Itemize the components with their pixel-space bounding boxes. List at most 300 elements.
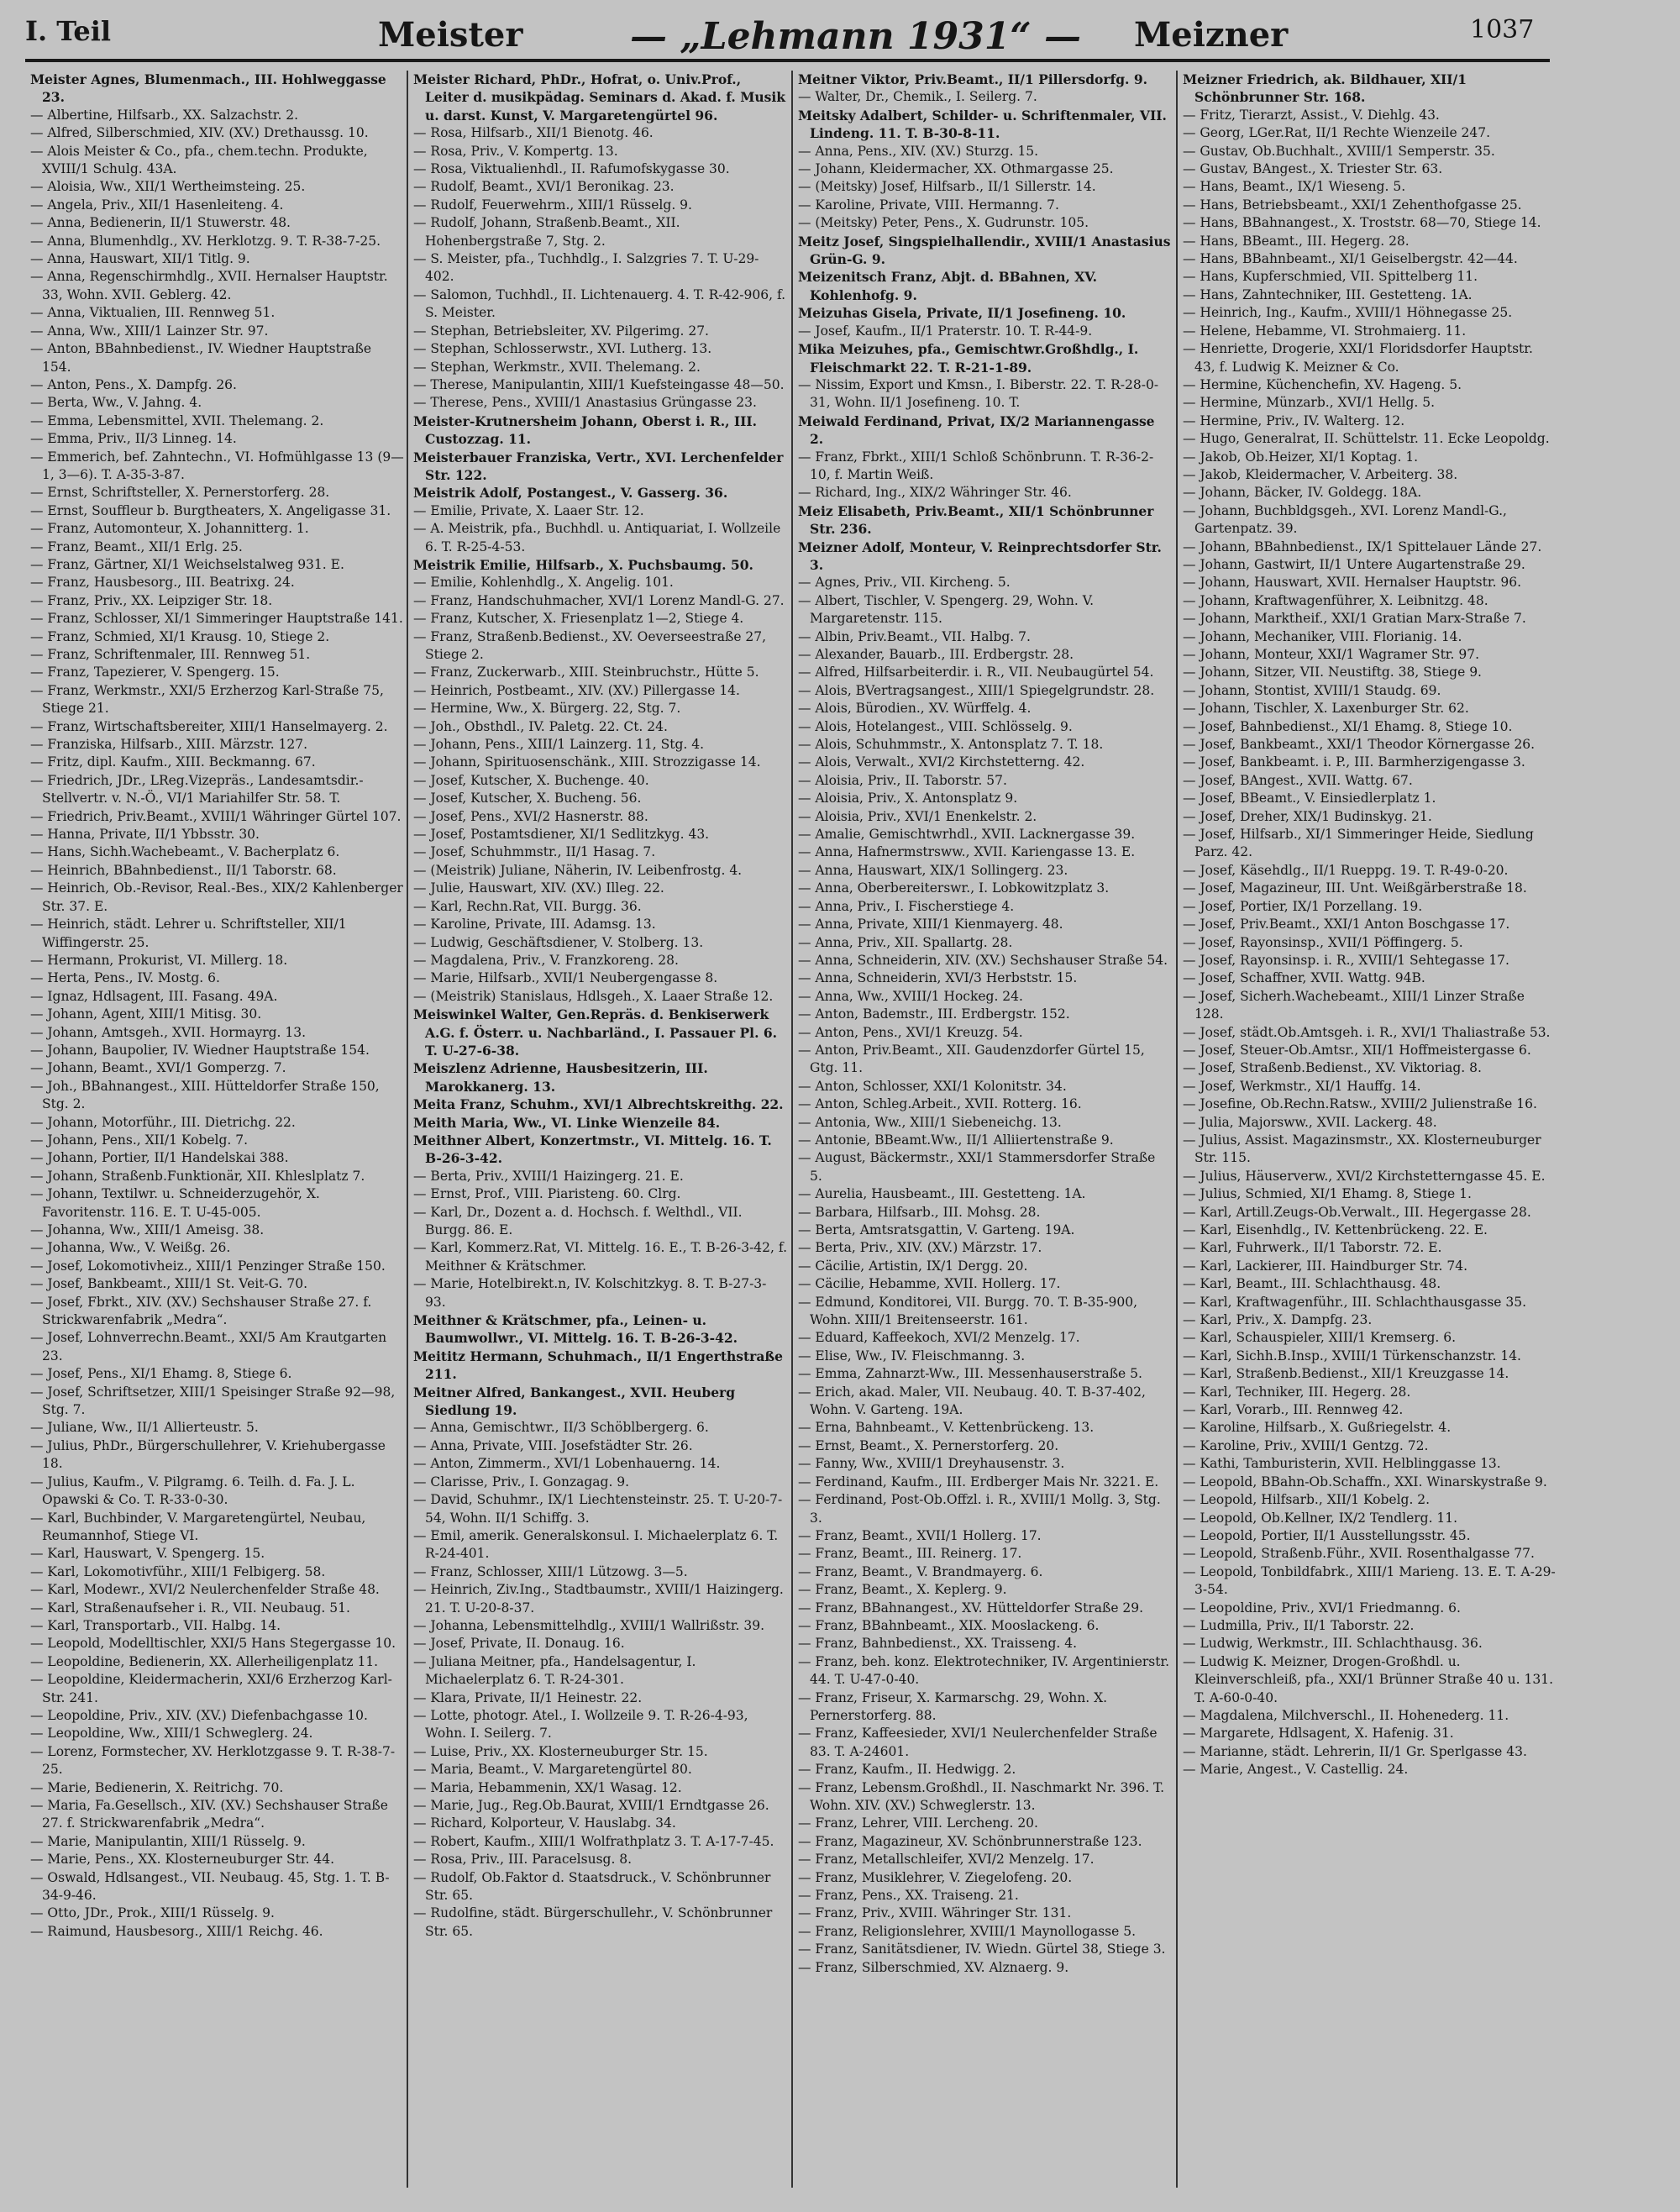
directory-entry: — Josef, Kutscher, X. Buchenge. 40. bbox=[413, 772, 649, 788]
directory-entry: — Karl, Beamt., III. Schlachthausg. 48. bbox=[1183, 1276, 1441, 1292]
directory-entry: — Leopold, Ob.Kellner, IX/2 Tendlerg. 11. bbox=[1183, 1510, 1458, 1526]
directory-entry: Meitner Viktor, Priv.Beamt., II/1 Pillersdorfg. 9. bbox=[798, 71, 1148, 87]
directory-column bbox=[798, 71, 1172, 2188]
directory-entry: — Franz, Zuckerwarb., XIII. Steinbruchstr., Hütte 5. bbox=[413, 665, 759, 680]
directory-entry: — Karl, Priv., X. Dampfg. 23. bbox=[1183, 1312, 1373, 1328]
page-title: — „Lehmann 1931“ — bbox=[630, 15, 1082, 58]
directory-entry: — Karl, Buchbinder, V. Margaretengürtel, Neubau, Reumannhof, Stiege VI. bbox=[30, 1510, 366, 1543]
directory-entry: — Albertine, Hilfsarb., XX. Salzachstr. 2. bbox=[30, 107, 299, 123]
first-entry-word: Meister bbox=[378, 15, 523, 55]
directory-entry: — Margarete, Hdlsagent, X. Hafenig. 31. bbox=[1183, 1726, 1454, 1742]
directory-entry: — Josef, Sicherh.Wachebeamt., XIII/1 Linzer Straße 128. bbox=[1183, 988, 1525, 1022]
directory-entry: — Josef, Pens., XVI/2 Hasnerstr. 88. bbox=[413, 808, 648, 824]
directory-entry: — Leopold, Portier, II/1 Ausstellungsstr. 45. bbox=[1183, 1527, 1471, 1543]
directory-entry: — Heinrich, städt. Lehrer u. Schriftsteller, XII/1 Wiffingerstr. 25. bbox=[30, 917, 347, 950]
directory-entry: — Emilie, Private, X. Laaer Str. 12. bbox=[413, 502, 644, 518]
directory-entry: — Leopold, Tonbildfabrk., XIII/1 Marieng. 13. E. T. A-29-3-54. bbox=[1183, 1563, 1556, 1598]
directory-entry: — Aloisia, Priv., X. Antonsplatz 9. bbox=[798, 791, 1018, 807]
directory-entry: — Marie, Pens., XX. Klosterneuburger Str. 44. bbox=[30, 1852, 335, 1868]
directory-entry: — Robert, Kaufm., XIII/1 Wolfrathplatz 3. T. A-17-7-45. bbox=[413, 1833, 774, 1849]
directory-entry: — Therese, Pens., XVIII/1 Anastasius Grüngasse 23. bbox=[413, 395, 757, 411]
directory-entry: — Hermine, Priv., IV. Walterg. 12. bbox=[1183, 412, 1405, 428]
directory-entry: — Alois, Hotelangest., VIII. Schlösselg. 9. bbox=[798, 718, 1073, 734]
directory-entry: — Rosa, Hilfsarb., XII/1 Bienotg. 46. bbox=[413, 125, 654, 141]
directory-entry: — Fritz, dipl. Kaufm., XIII. Beckmanng. 67. bbox=[30, 754, 316, 770]
directory-entry: — Ernst, Prof., VIII. Piaristeng. 60. Clrg. bbox=[413, 1186, 681, 1202]
directory-entry: — Johann, Marktheif., XXI/1 Gratian Marx-Straße 7. bbox=[1183, 611, 1526, 627]
directory-entry: — Franz, Gärtner, XI/1 Weichselstalweg 931. E. bbox=[30, 556, 344, 572]
directory-entry: — Johann, Buchbldgsgeh., XVI. Lorenz Mandl-G., Gartenpatz. 39. bbox=[1183, 502, 1507, 537]
directory-entry: — Cäcilie, Artistin, IX/1 Dergg. 20. bbox=[798, 1258, 1028, 1274]
directory-entry: — A. Meistrik, pfa., Buchhdl. u. Antiquariat, I. Wollzeile 6. T. R-25-4-53. bbox=[413, 521, 781, 554]
directory-entry: — Franz, Fbrkt., XIII/1 Schloß Schönbrunn. T. R-36-2-10, f. Martin Weiß. bbox=[798, 449, 1154, 482]
directory-entry: — Rosa, Viktualienhdl., II. Rafumofskygasse 30. bbox=[413, 161, 730, 177]
directory-entry: Meizenitsch Franz, Abjt. d. BBahnen, XV. Kohlenhofg. 9. bbox=[798, 269, 1098, 303]
directory-entry: — Anna, Priv., I. Fischerstiege 4. bbox=[798, 898, 1015, 914]
directory-entry: — Anton, Schleg.Arbeit., XVII. Rotterg. 16. bbox=[798, 1096, 1082, 1112]
directory-entry: — Rudolf, Feuerwehrm., XIII/1 Rüsselg. 9. bbox=[413, 197, 692, 213]
directory-entry: — Leopold, Hilfsarb., XII/1 Kobelg. 2. bbox=[1183, 1492, 1431, 1508]
directory-entry: — Josef, Portier, IX/1 Porzellang. 19. bbox=[1183, 898, 1423, 914]
directory-entry: — Johann, Kraftwagenführer, X. Leibnitzg. 48. bbox=[1183, 592, 1488, 608]
directory-entry: — Albert, Tischler, V. Spengerg. 29, Wohn. V. Margaretenstr. 115. bbox=[798, 592, 1095, 627]
directory-entry: — Alfred, Hilfsarbeiterdir. i. R., VII. Neubaugürtel 54. bbox=[798, 665, 1154, 680]
directory-entry: — Johann, Bäcker, IV. Goldegg. 18A. bbox=[1183, 485, 1422, 501]
directory-entry: Meister Agnes, Blumenmach., III. Hohlweggasse 23. bbox=[30, 71, 386, 106]
directory-entry: — Anton, Pens., X. Dampfg. 26. bbox=[30, 376, 237, 392]
directory-entry: — Hermann, Prokurist, VI. Millerg. 18. bbox=[30, 952, 288, 968]
directory-entry: Meitner Alfred, Bankangest., XVII. Heuberg Siedlung 19. bbox=[413, 1384, 736, 1419]
directory-entry: — Josef, Fbrkt., XIV. (XV.) Sechshauser Straße 27. f. Strickwarenfabrik „Medra“. bbox=[30, 1294, 372, 1328]
directory-entry: — Leopoldine, Kleidermacherin, XXI/6 Erzherzog Karl-Str. 241. bbox=[30, 1672, 392, 1705]
directory-entry: — Josef, Werkmstr., XI/1 Hauffg. 14. bbox=[1183, 1078, 1421, 1094]
directory-entry: — Karoline, Hilfsarb., X. Gußriegelstr. 4. bbox=[1183, 1420, 1452, 1436]
directory-entry: — Rudolf, Ob.Faktor d. Staatsdruck., V. Schönbrunner Str. 65. bbox=[413, 1869, 771, 1904]
directory-entry: — Anton, Zimmerm., XVI/1 Lobenhauerng. 14. bbox=[413, 1456, 721, 1472]
directory-entry: — Anton, Pens., XVI/1 Kreuzg. 54. bbox=[798, 1024, 1023, 1040]
directory-entry: — Josef, BBeamt., V. Einsiedlerplatz 1. bbox=[1183, 791, 1436, 807]
directory-entry: — Josef, Dreher, XIX/1 Budinskyg. 21. bbox=[1183, 808, 1432, 824]
directory-entry: — Johann, Gastwirt, II/1 Untere Augartenstraße 29. bbox=[1183, 556, 1525, 572]
directory-entry: — Clarisse, Priv., I. Gonzagag. 9. bbox=[413, 1474, 630, 1490]
directory-entry: — Erna, Bahnbeamt., V. Kettenbrückeng. 13. bbox=[798, 1420, 1095, 1436]
directory-entry: — Josef, Bankbeamt. i. P., III. Barmherzigengasse 3. bbox=[1183, 754, 1525, 770]
directory-entry: — Josef, Käsehdlg., II/1 Rueppg. 19. T. R-49-0-20. bbox=[1183, 862, 1509, 878]
directory-entry: Meisterbauer Franziska, Vertr., XVI. Lerchenfelder Str. 122. bbox=[413, 449, 784, 483]
directory-entry: — Hans, Zahntechniker, III. Gestetteng. 1A. bbox=[1183, 286, 1473, 302]
directory-entry: — Erich, akad. Maler, VII. Neubaug. 40. T. B-37-402, Wohn. V. Garteng. 19A. bbox=[798, 1384, 1146, 1418]
directory-entry: — Karl, Straßenb.Bedienst., XII/1 Kreuzgasse 14. bbox=[1183, 1366, 1509, 1382]
directory-entry: — Edmund, Konditorei, VII. Burgg. 70. T. B-35-900, Wohn. XIII/1 Breitenseerstr. 161. bbox=[798, 1294, 1138, 1328]
directory-entry: — Berta, Amtsratsgattin, V. Garteng. 19A. bbox=[798, 1222, 1075, 1237]
directory-entry: — Ignaz, Hdlsagent, III. Fasang. 49A. bbox=[30, 988, 278, 1004]
directory-entry: — Karl, Eisenhdlg., IV. Kettenbrückeng. 22. E. bbox=[1183, 1222, 1488, 1237]
directory-entry: Meiwald Ferdinand, Privat, IX/2 Mariannengasse 2. bbox=[798, 412, 1155, 448]
directory-entry: — Salomon, Tuchhdl., II. Lichtenauerg. 4. T. R-42-906, f. S. Meister. bbox=[413, 286, 786, 321]
directory-entry: — Leopoldine, Priv., XIV. (XV.) Diefenbachgasse 10. bbox=[30, 1707, 368, 1723]
directory-entry: — Johann, Motorführ., III. Dietrichg. 22. bbox=[30, 1114, 296, 1130]
directory-entry: — Anton, Priv.Beamt., XII. Gaudenzdorfer Gürtel 15, Gtg. 11. bbox=[798, 1042, 1145, 1076]
directory-entry: Meizuhas Gisela, Private, II/1 Josefineng. 10. bbox=[798, 305, 1126, 322]
directory-entry: — Josef, Schriftsetzer, XIII/1 Speisinger Straße 92—98, Stg. 7. bbox=[30, 1384, 396, 1418]
directory-entry: — Franz, Kutscher, X. Friesenplatz 1—2, Stiege 4. bbox=[413, 611, 744, 627]
directory-entry: — Karl, Kraftwagenführ., III. Schlachthausgasse 35. bbox=[1183, 1294, 1527, 1310]
column-divider bbox=[407, 71, 408, 2188]
directory-entry: — Lorenz, Formstecher, XV. Herklotzgasse 9. T. R-38-7-25. bbox=[30, 1743, 396, 1778]
directory-entry: — Julius, Häuserverw., XVI/2 Kirchstetterngasse 45. E. bbox=[1183, 1168, 1546, 1184]
directory-entry: — Johann, Beamt., XVI/1 Gomperzg. 7. bbox=[30, 1060, 286, 1076]
directory-entry: — Anton, BBahnbedienst., IV. Wiedner Hauptstraße 154. bbox=[30, 341, 371, 375]
directory-entry: — Franz, Beamt., XVII/1 Hollerg. 17. bbox=[798, 1527, 1042, 1543]
directory-entry: — Karl, Kommerz.Rat, VI. Mittelg. 16. E., T. B-26-3-42, f. Meithner & Krätschmer. bbox=[413, 1240, 787, 1274]
directory-entry: — Jakob, Kleidermacher, V. Arbeiterg. 38. bbox=[1183, 466, 1458, 482]
directory-entry: — Julius, Schmied, XI/1 Ehamg. 8, Stiege 1. bbox=[1183, 1186, 1472, 1202]
directory-entry: — Karoline, Priv., XVIII/1 Gentzg. 72. bbox=[1183, 1437, 1429, 1453]
directory-entry: — Amalie, Gemischtwrhdl., XVII. Lacknergasse 39. bbox=[798, 827, 1136, 843]
directory-entry: — Anna, Hafnermstrsww., XVII. Kariengasse 13. E. bbox=[798, 844, 1136, 860]
directory-entry: — Rosa, Priv., V. Kompertg. 13. bbox=[413, 143, 618, 159]
directory-entry: — Hugo, Generalrat, II. Schüttelstr. 11. Ecke Leopoldg. bbox=[1183, 431, 1550, 447]
directory-entry: — Julia, Majorsww., XVII. Lackerg. 48. bbox=[1183, 1114, 1437, 1130]
directory-entry: — Anna, Priv., XII. Spallartg. 28. bbox=[798, 934, 1013, 950]
part-label: I. Teil bbox=[25, 15, 112, 47]
directory-entry: — Franz, Schlosser, XI/1 Simmeringer Hauptstraße 141. bbox=[30, 611, 403, 627]
directory-entry: — Karl, Lackierer, III. Haindburger Str. 74. bbox=[1183, 1258, 1467, 1274]
directory-entry: — Marie, Bedienerin, X. Reitrichg. 70. bbox=[30, 1779, 284, 1795]
directory-entry: — Rudolf, Beamt., XVI/1 Beronikag. 23. bbox=[413, 179, 675, 195]
directory-entry: — Therese, Manipulantin, XIII/1 Kuefsteingasse 48—50. bbox=[413, 376, 785, 392]
directory-entry: — Stephan, Betriebsleiter, XV. Pilgerimg. 27. bbox=[413, 323, 709, 339]
directory-entry: — Franz, Beamt., V. Brandmayerg. 6. bbox=[798, 1563, 1043, 1579]
directory-entry: — Johann, Agent, XIII/1 Mitisg. 30. bbox=[30, 1006, 262, 1022]
directory-entry: — Marie, Manipulantin, XIII/1 Rüsselg. 9. bbox=[30, 1833, 306, 1849]
directory-entry: — (Meitsky) Josef, Hilfsarb., II/1 Sillerstr. 14. bbox=[798, 179, 1096, 195]
directory-entry: — Karl, Fuhrwerk., II/1 Taborstr. 72. E. bbox=[1183, 1240, 1442, 1256]
directory-entry: — Lotte, photogr. Atel., I. Wollzeile 9. T. R-26-4-93, Wohn. I. Seilerg. 7. bbox=[413, 1707, 748, 1742]
directory-entry: — Karl, Modewr., XVI/2 Neulerchenfelder Straße 48. bbox=[30, 1582, 380, 1598]
directory-entry: — Richard, Kolporteur, V. Hauslabg. 34. bbox=[413, 1815, 676, 1831]
directory-entry: — Alois, Schuhmmstr., X. Antonsplatz 7. T. 18. bbox=[798, 737, 1104, 753]
directory-entry: — Johann, Kleidermacher, XX. Othmargasse 25. bbox=[798, 161, 1114, 177]
directory-entry: — Ernst, Souffleur b. Burgtheaters, X. Angeligasse 31. bbox=[30, 502, 391, 518]
directory-entry: — Jakob, Ob.Heizer, XI/1 Koptag. 1. bbox=[1183, 449, 1419, 465]
directory-entry: — Heinrich, Ob.-Revisor, Real.-Bes., XIX/2 Kahlenberger Str. 37. E. bbox=[30, 880, 403, 914]
directory-entry: Meititz Hermann, Schuhmach., II/1 Engerthstraße 211. bbox=[413, 1348, 783, 1383]
directory-column bbox=[1183, 71, 1557, 2188]
directory-entry: — Fanny, Ww., XVIII/1 Dreyhausenstr. 3. bbox=[798, 1456, 1065, 1472]
directory-entry: — Heinrich, Postbeamt., XIV. (XV.) Pillergasse 14. bbox=[413, 682, 740, 698]
directory-entry: — Aurelia, Hausbeamt., III. Gestetteng. 1A. bbox=[798, 1186, 1086, 1202]
directory-entry: — Georg, LGer.Rat, II/1 Rechte Wienzeile 247. bbox=[1183, 125, 1491, 141]
directory-entry: — Hans, BBahnangest., X. Troststr. 68—70, Stiege 14. bbox=[1183, 215, 1541, 231]
directory-entry: — Ernst, Beamt., X. Pernerstorferg. 20. bbox=[798, 1437, 1059, 1453]
directory-entry: — Berta, Priv., XIV. (XV.) Märzstr. 17. bbox=[798, 1240, 1042, 1256]
directory-entry: — Ludwig, Werkmstr., III. Schlachthausg. 36. bbox=[1183, 1636, 1483, 1652]
directory-entry: — Rudolfine, städt. Bürgerschullehr., V. Schönbrunner Str. 65. bbox=[413, 1905, 773, 1939]
directory-entry: — Leopoldine, Priv., XVI/1 Friedmanng. 6. bbox=[1183, 1600, 1461, 1616]
directory-entry: — Anna, Schneiderin, XVI/3 Herbststr. 15. bbox=[798, 970, 1078, 986]
directory-entry: — Anna, Gemischtwr., II/3 Schöblbergerg. 6. bbox=[413, 1420, 709, 1436]
directory-entry: — Ludwig, Geschäftsdiener, V. Stolberg. 13. bbox=[413, 934, 704, 950]
directory-entry: — Agnes, Priv., VII. Kircheng. 5. bbox=[798, 575, 1011, 591]
directory-entry: — Anna, Regenschirmhdlg., XVII. Hernalser Hauptstr. 33, Wohn. XVII. Geblerg. 42. bbox=[30, 269, 388, 302]
directory-entry: — Alfred, Silberschmied, XIV. (XV.) Drethaussg. 10. bbox=[30, 125, 369, 141]
directory-entry: — (Meistrik) Juliane, Näherin, IV. Leibenfrostg. 4. bbox=[413, 862, 743, 878]
directory-entry: — Franz, Handschuhmacher, XVI/1 Lorenz Mandl-G. 27. bbox=[413, 592, 785, 608]
directory-entry: — Otto, JDr., Prok., XIII/1 Rüsselg. 9. bbox=[30, 1905, 275, 1921]
directory-entry: — Maria, Fa.Gesellsch., XIV. (XV.) Sechshauser Straße 27. f. Strickwarenfabrik „Medra“. bbox=[30, 1798, 388, 1831]
directory-entry: — Henriette, Drogerie, XXI/1 Floridsdorfer Hauptstr. 43, f. Ludwig K. Meizner & Co. bbox=[1183, 341, 1533, 375]
directory-entry: — (Meitsky) Peter, Pens., X. Gudrunstr. 105. bbox=[798, 215, 1089, 231]
directory-entry: — Kathi, Tamburisterin, XVII. Helblinggasse 13. bbox=[1183, 1456, 1501, 1472]
directory-entry: — Hans, Kupferschmied, VII. Spittelberg 11. bbox=[1183, 269, 1478, 285]
directory-entry: Meister-Krutnersheim Johann, Oberst i. R., III. Custozzag. 11. bbox=[413, 412, 758, 448]
directory-entry: — Barbara, Hilfsarb., III. Mohsg. 28. bbox=[798, 1204, 1041, 1220]
directory-entry: — Karl, Schauspieler, XIII/1 Kremserg. 6. bbox=[1183, 1330, 1457, 1346]
directory-entry: — Friedrich, Priv.Beamt., XVIII/1 Währinger Gürtel 107. bbox=[30, 808, 402, 824]
directory-entry: — Josef, Schaffner, XVII. Wattg. 94B. bbox=[1183, 970, 1425, 986]
directory-entry: — Josef, Magazineur, III. Unt. Weißgärberstraße 18. bbox=[1183, 880, 1527, 896]
directory-entry: — Franz, Hausbesorg., III. Beatrixg. 24. bbox=[30, 575, 295, 591]
directory-column bbox=[30, 71, 404, 2188]
directory-entry: — Franz, Kaffeesieder, XVI/1 Neulerchenfelder Straße 83. T. A-24601. bbox=[798, 1726, 1158, 1759]
directory-entry: — Josef, Postamtsdiener, XI/1 Sedlitzkyg. 43. bbox=[413, 827, 710, 843]
directory-entry: — Hermine, Münzarb., XVI/1 Hellg. 5. bbox=[1183, 395, 1436, 411]
directory-entry: — Angela, Priv., XII/1 Hasenleiteng. 4. bbox=[30, 197, 284, 213]
directory-entry: — Maria, Hebammenin, XX/1 Wasag. 12. bbox=[413, 1779, 682, 1795]
directory-entry: — Franz, Priv., XVIII. Währinger Str. 131. bbox=[798, 1905, 1072, 1921]
directory-entry: — Antonie, BBeamt.Ww., II/1 Alliiertenstraße 9. bbox=[798, 1132, 1114, 1148]
directory-entry: — Ferdinand, Kaufm., III. Erdberger Mais Nr. 3221. E. bbox=[798, 1474, 1159, 1490]
directory-entry: — Anna, Private, XIII/1 Kienmayerg. 48. bbox=[798, 917, 1063, 933]
directory-entry: — Franz, Schriftenmaler, III. Rennweg 51. bbox=[30, 647, 311, 662]
directory-entry: — Franz, Lehrer, VIII. Lercheng. 20. bbox=[798, 1815, 1038, 1831]
directory-entry: — August, Bäckermstr., XXI/1 Stammersdorfer Straße 5. bbox=[798, 1150, 1156, 1184]
directory-entry: — Franz, Religionslehrer, XVIII/1 Maynollogasse 5. bbox=[798, 1923, 1136, 1939]
directory-entry: — Aloisia, Priv., II. Taborstr. 57. bbox=[798, 772, 1007, 788]
directory-entry: — Josef, Schuhmmstr., II/1 Hasag. 7. bbox=[413, 844, 656, 860]
directory-entry: — Fritz, Tierarzt, Assist., V. Diehlg. 43. bbox=[1183, 107, 1440, 123]
directory-entry: — Hermine, Küchenchefin, XV. Hageng. 5. bbox=[1183, 376, 1462, 392]
directory-entry: — Luise, Priv., XX. Klosterneuburger Str. 15. bbox=[413, 1743, 708, 1759]
directory-entry: — Franz, Bahnbedienst., XX. Traisseng. 4. bbox=[798, 1636, 1078, 1652]
directory-entry: Meiszlenz Adrienne, Hausbesitzerin, III. Marokkanerg. 13. bbox=[413, 1060, 708, 1095]
directory-entry: — Franz, Beamt., XII/1 Erlg. 25. bbox=[30, 539, 243, 554]
directory-entry: — Leopoldine, Bedienerin, XX. Allerheiligenplatz 11. bbox=[30, 1653, 379, 1669]
directory-entry: — Josef, Rayonsinsp. i. R., XVIII/1 Sehtegasse 17. bbox=[1183, 952, 1509, 968]
directory-entry: — Eduard, Kaffeekoch, XVI/2 Menzelg. 17. bbox=[798, 1330, 1080, 1346]
directory-entry: — Franz, Lebensm.Großhdl., II. Naschmarkt Nr. 396. T. Wohn. XIV. (XV.) Schweglerstr. 13. bbox=[798, 1779, 1165, 1813]
directory-entry: — Anna, Private, VIII. Josefstädter Str. 26. bbox=[413, 1437, 693, 1453]
page-number: 1037 bbox=[1470, 15, 1535, 45]
directory-entry: — Joh., BBahnangest., XIII. Hütteldorfer Straße 150, Stg. 2. bbox=[30, 1078, 380, 1112]
directory-entry: — Alois Meister & Co., pfa., chem.techn. Produkte, XVIII/1 Schulg. 43A. bbox=[30, 143, 368, 177]
directory-entry: — Johann, Straßenb.Funktionär, XII. Khleslplatz 7. bbox=[30, 1168, 365, 1184]
directory-entry: — Alois, Verwalt., XVI/2 Kirchstetterng. 42. bbox=[798, 754, 1085, 770]
directory-entry: — Johann, Pens., XII/1 Kobelg. 7. bbox=[30, 1132, 249, 1148]
directory-entry: — Antonia, Ww., XIII/1 Siebeneichg. 13. bbox=[798, 1114, 1062, 1130]
directory-entry: — Johanna, Lebensmittelhdlg., XVIII/1 Wallrißstr. 39. bbox=[413, 1617, 765, 1633]
directory-entry: — Ferdinand, Post-Ob.Offzl. i. R., XVIII/1 Mollg. 3, Stg. 3. bbox=[798, 1492, 1161, 1526]
directory-column bbox=[413, 71, 787, 2188]
directory-entry: — Johanna, Ww., XIII/1 Ameisg. 38. bbox=[30, 1222, 265, 1237]
directory-entry: Meizner Adolf, Monteur, V. Reinprechtsdorfer Str. 3. bbox=[798, 539, 1162, 573]
directory-entry: — Johann, Spirituosenschänk., XIII. Strozzigasse 14. bbox=[413, 754, 761, 770]
directory-entry: — Franz, Silberschmied, XV. Alznaerg. 9. bbox=[798, 1959, 1069, 1975]
directory-entry: — Emma, Lebensmittel, XVII. Thelemang. 2. bbox=[30, 412, 324, 428]
directory-entry: — Hans, BBeamt., III. Hegerg. 28. bbox=[1183, 233, 1410, 249]
directory-entry: — Anna, Blumenhdlg., XV. Herklotzg. 9. T. R-38-7-25. bbox=[30, 233, 381, 249]
directory-entry: — Marie, Angest., V. Castellig. 24. bbox=[1183, 1762, 1409, 1778]
directory-entry: — Hans, BBahnbeamt., XI/1 Geiselbergstr. 42—44. bbox=[1183, 251, 1518, 267]
directory-entry: — Karl, Transportarb., VII. Halbg. 14. bbox=[30, 1617, 281, 1633]
directory-entry: — Franz, BBahnangest., XV. Hütteldorfer Straße 29. bbox=[798, 1600, 1144, 1616]
directory-entry: — Hans, Beamt., IX/1 Wieseng. 5. bbox=[1183, 179, 1406, 195]
directory-entry: — Franz, Priv., XX. Leipziger Str. 18. bbox=[30, 592, 273, 608]
directory-entry: — Anna, Bedienerin, II/1 Stuwerstr. 48. bbox=[30, 215, 291, 231]
directory-entry: Meizner Friedrich, ak. Bildhauer, XII/1 Schönbrunner Str. 168. bbox=[1183, 71, 1467, 106]
directory-entry: — Franz, beh. konz. Elektrotechniker, IV. Argentinierstr. 44. T. U-47-0-40. bbox=[798, 1653, 1170, 1688]
directory-entry: — Karl, Vorarb., III. Rennweg 42. bbox=[1183, 1402, 1404, 1418]
directory-entry: — Marie, Jug., Reg.Ob.Baurat, XVIII/1 Erndtgasse 26. bbox=[413, 1798, 769, 1813]
directory-entry: — Leopold, BBahn-Ob.Schaffn., XXI. Winarskystraße 9. bbox=[1183, 1474, 1547, 1490]
directory-entry: — Marie, Hilfsarb., XVII/1 Neubergengasse 8. bbox=[413, 970, 718, 986]
directory-entry: — Heinrich, Ing., Kaufm., XVIII/1 Höhnegasse 25. bbox=[1183, 305, 1513, 321]
directory-entry: — Josef, Rayonsinsp., XVII/1 Pöffingerg. 5. bbox=[1183, 934, 1463, 950]
directory-entry: — Helene, Hebamme, VI. Strohmaierg. 11. bbox=[1183, 323, 1467, 339]
directory-entry: — Josef, Pens., XI/1 Ehamg. 8, Stiege 6. bbox=[30, 1366, 292, 1382]
directory-entry: — Leopoldine, Ww., XIII/1 Schweglerg. 24. bbox=[30, 1726, 313, 1742]
directory-entry: Meistrik Emilie, Hilfsarb., X. Puchsbaumg. 50. bbox=[413, 556, 753, 573]
directory-entry: — Johann, Amtsgeh., XVII. Hormayrg. 13. bbox=[30, 1024, 307, 1040]
directory-entry: — Josef, städt.Ob.Amtsgeh. i. R., XVI/1 Thaliastraße 53. bbox=[1183, 1024, 1551, 1040]
directory-entry: — Walter, Dr., Chemik., I. Seilerg. 7. bbox=[798, 89, 1037, 105]
directory-entry: Meithner Albert, Konzertmstr., VI. Mittelg. 16. T. B-26-3-42. bbox=[413, 1132, 772, 1167]
directory-entry: — Franz, Sanitätsdiener, IV. Wiedn. Gürtel 38, Stiege 3. bbox=[798, 1941, 1166, 1957]
directory-entry: — S. Meister, pfa., Tuchhdlg., I. Salzgries 7. T. U-29-402. bbox=[413, 251, 759, 285]
directory-entry: Meitsky Adalbert, Schilder- u. Schriftenmaler, VII. Lindeng. 11. T. B-30-8-11. bbox=[798, 107, 1167, 142]
directory-entry: — Johann, Portier, II/1 Handelskai 388. bbox=[30, 1150, 289, 1166]
last-entry-word: Meizner bbox=[1134, 15, 1289, 55]
directory-entry: — Hans, Betriebsbeamt., XXI/1 Zehenthofgasse 25. bbox=[1183, 197, 1522, 213]
directory-entry: — Anton, Bademstr., III. Erdbergstr. 152. bbox=[798, 1006, 1070, 1022]
directory-entry: — Anna, Oberbereiterswr., I. Lobkowitzplatz 3. bbox=[798, 880, 1110, 896]
directory-entry: — Anton, Schlosser, XXI/1 Kolonitstr. 34. bbox=[798, 1078, 1067, 1094]
directory-entry: — Josef, Private, II. Donaug. 16. bbox=[413, 1636, 625, 1652]
directory-entry: — Franz, Schlosser, XIII/1 Lützowg. 3—5. bbox=[413, 1563, 688, 1579]
directory-entry: — (Meistrik) Stanislaus, Hdlsgeh., X. Laaer Straße 12. bbox=[413, 988, 774, 1004]
directory-entry: — Raimund, Hausbesorg., XIII/1 Reichg. 46. bbox=[30, 1923, 323, 1939]
directory-entry: — Josef, Hilfsarb., XI/1 Simmeringer Heide, Siedlung Parz. 42. bbox=[1183, 827, 1534, 860]
directory-entry: — Alois, Bürodien., XV. Würffelg. 4. bbox=[798, 701, 1032, 717]
directory-entry: — Karl, Techniker, III. Hegerg. 28. bbox=[1183, 1384, 1411, 1400]
directory-entry: — Johann, Mechaniker, VIII. Florianig. 14. bbox=[1183, 628, 1462, 644]
directory-entry: — Josef, Priv.Beamt., XXI/1 Anton Boschgasse 17. bbox=[1183, 917, 1510, 933]
directory-entry: — Gustav, BAngest., X. Triester Str. 63. bbox=[1183, 161, 1443, 177]
directory-entry: — Leopold, Modelltischler, XXI/5 Hans Stegergasse 10. bbox=[30, 1636, 396, 1652]
directory-entry: — Johann, Pens., XIII/1 Lainzerg. 11, Stg. 4. bbox=[413, 737, 705, 753]
directory-entry: — Karl, Straßenaufseher i. R., VII. Neubaug. 51. bbox=[30, 1600, 350, 1616]
directory-entry: — Oswald, Hdlsangest., VII. Neubaug. 45, Stg. 1. T. B-34-9-46. bbox=[30, 1869, 390, 1904]
directory-entry: — Josefine, Ob.Rechn.Ratsw., XVIII/2 Julienstraße 16. bbox=[1183, 1096, 1537, 1112]
directory-entry: — Magdalena, Priv., V. Franzkoreng. 28. bbox=[413, 952, 679, 968]
directory-entry: Mika Meizuhes, pfa., Gemischtwr.Großhdlg., I. Fleischmarkt 22. T. R-21-1-89. bbox=[798, 341, 1139, 376]
directory-entry: — Franziska, Hilfsarb., XIII. Märzstr. 127. bbox=[30, 737, 308, 753]
directory-entry: — Franz, Straßenb.Bedienst., XV. Oeverseestraße 27, Stiege 2. bbox=[413, 628, 767, 662]
directory-entry: — Klara, Private, II/1 Heinestr. 22. bbox=[413, 1689, 643, 1705]
directory-entry: — Josef, Bankbeamt., XXI/1 Theodor Körnergasse 26. bbox=[1183, 737, 1536, 753]
directory-entry: — Karl, Rechn.Rat, VII. Burgg. 36. bbox=[413, 898, 642, 914]
directory-entry: — Anna, Pens., XIV. (XV.) Sturzg. 15. bbox=[798, 143, 1039, 159]
directory-entry: — Johann, BBahnbedienst., IX/1 Spittelauer Lände 27. bbox=[1183, 539, 1542, 554]
directory-entry: — Magdalena, Milchverschl., II. Hohenederg. 11. bbox=[1183, 1707, 1509, 1723]
directory-entry: — Juliana Meitner, pfa., Handelsagentur, I. Michaelerplatz 6. T. R-24-301. bbox=[413, 1653, 696, 1688]
directory-entry: Meith Maria, Ww., VI. Linke Wienzeile 84. bbox=[413, 1114, 721, 1131]
page-header bbox=[25, 15, 1550, 58]
column-divider bbox=[1176, 71, 1178, 2188]
directory-entry: — Julie, Hauswart, XIV. (XV.) Illeg. 22. bbox=[413, 880, 664, 896]
directory-entry: — Berta, Priv., XVIII/1 Haizingerg. 21. E. bbox=[413, 1168, 684, 1184]
directory-entry: — Franz, Friseur, X. Karmarschg. 29, Wohn. X. Pernerstorferg. 88. bbox=[798, 1689, 1108, 1723]
directory-entry: — Josef, Lohnverrechn.Beamt., XXI/5 Am Krautgarten 23. bbox=[30, 1330, 387, 1363]
directory-entry: — Julius, PhDr., Bürgerschullehrer, V. Kriehubergasse 18. bbox=[30, 1437, 386, 1472]
directory-entry: — Josef, Bankbeamt., XIII/1 St. Veit-G. 70. bbox=[30, 1276, 308, 1292]
directory-entry: — Franz, Kaufm., II. Hedwigg. 2. bbox=[798, 1762, 1016, 1778]
directory-entry: — Anna, Ww., XIII/1 Lainzer Str. 97. bbox=[30, 323, 269, 339]
directory-entry: — Josef, Bahnbedienst., XI/1 Ehamg. 8, Stiege 10. bbox=[1183, 718, 1513, 734]
directory-entry: — Josef, Kutscher, X. Bucheng. 56. bbox=[413, 791, 642, 807]
directory-entry: — Karl, Lokomotivführ., XIII/1 Felbigerg. 58. bbox=[30, 1563, 326, 1579]
directory-entry: — Johann, Monteur, XXI/1 Wagramer Str. 97. bbox=[1183, 647, 1480, 662]
directory-entry: — Josef, Steuer-Ob.Amtsr., XII/1 Hoffmeistergasse 6. bbox=[1183, 1042, 1531, 1058]
directory-entry: — Johann, Sitzer, VII. Neustiftg. 38, Stiege 9. bbox=[1183, 665, 1482, 680]
directory-entry: Meister Richard, PhDr., Hofrat, o. Univ.Prof., Leiter d. musikpädag. Seminars d. Akad. f. Musik u. darst. Kunst, V. Margaretengürtel 96. bbox=[413, 71, 785, 123]
directory-entry: — Anna, Schneiderin, XIV. (XV.) Sechshauser Straße 54. bbox=[798, 952, 1168, 968]
directory-entry: — Johann, Tischler, X. Laxenburger Str. 62. bbox=[1183, 701, 1469, 717]
directory-entry: — Aloisia, Ww., XII/1 Wertheimsteing. 25. bbox=[30, 179, 306, 195]
directory-entry: — Rosa, Priv., III. Paracelsusg. 8. bbox=[413, 1852, 633, 1868]
directory-entry: — Heinrich, BBahnbedienst., II/1 Taborstr. 68. bbox=[30, 862, 337, 878]
directory-entry: — Franz, BBahnbeamt., XIX. Mooslackeng. 6. bbox=[798, 1617, 1100, 1633]
directory-entry: — Franz, Automonteur, X. Johannitterg. 1. bbox=[30, 521, 309, 537]
column-divider bbox=[791, 71, 793, 2188]
directory-entry: — Ernst, Schriftsteller, X. Pernerstorferg. 28. bbox=[30, 485, 330, 501]
directory-entry: — Hans, Sichh.Wachebeamt., V. Bacherplatz 6. bbox=[30, 844, 340, 860]
directory-entry: — Berta, Ww., V. Jahng. 4. bbox=[30, 395, 202, 411]
directory-entry: — Karoline, Private, III. Adamsg. 13. bbox=[413, 917, 656, 933]
directory-entry: — Emma, Priv., II/3 Linneg. 14. bbox=[30, 431, 237, 447]
directory-entry: — Karl, Artill.Zeugs-Ob.Verwalt., III. Hegergasse 28. bbox=[1183, 1204, 1531, 1220]
directory-entry: — Elise, Ww., IV. Fleischmanng. 3. bbox=[798, 1348, 1026, 1363]
directory-entry: — Julius, Assist. Magazinsmstr., XX. Klosterneuburger Str. 115. bbox=[1183, 1132, 1541, 1166]
directory-entry: — Johann, Hauswart, XVII. Hernalser Hauptstr. 96. bbox=[1183, 575, 1522, 591]
directory-entry: — Anna, Ww., XVIII/1 Hockeg. 24. bbox=[798, 988, 1023, 1004]
directory-entry: — Josef, BAngest., XVII. Wattg. 67. bbox=[1183, 772, 1413, 788]
directory-entry: — Johanna, Ww., V. Weißg. 26. bbox=[30, 1240, 231, 1256]
directory-entry: — Nissim, Export und Kmsn., I. Biberstr. 22. T. R-28-0-31, Wohn. II/1 Josefineng. 10. T. bbox=[798, 376, 1159, 411]
directory-entry: — Hermine, Ww., X. Bürgerg. 22, Stg. 7. bbox=[413, 701, 681, 717]
directory-entry: — Josef, Kaufm., II/1 Praterstr. 10. T. R-44-9. bbox=[798, 323, 1093, 339]
directory-entry: — Ludmilla, Priv., II/1 Taborstr. 22. bbox=[1183, 1617, 1415, 1633]
directory-entry: — Alexander, Bauarb., III. Erdbergstr. 28. bbox=[798, 647, 1074, 662]
directory-entry: — Juliane, Ww., II/1 Allierteustr. 5. bbox=[30, 1420, 259, 1436]
directory-entry: — Karl, Hauswart, V. Spengerg. 15. bbox=[30, 1546, 265, 1562]
directory-entry: — Albin, Priv.Beamt., VII. Halbg. 7. bbox=[798, 628, 1031, 644]
header-rule bbox=[25, 59, 1550, 62]
directory-entry: — Leopold, Straßenb.Führ., XVII. Rosenthalgasse 77. bbox=[1183, 1546, 1535, 1562]
directory-entry: — Franz, Wirtschaftsbereiter, XIII/1 Hanselmayerg. 2. bbox=[30, 718, 388, 734]
directory-entry: Meiz Elisabeth, Priv.Beamt., XII/1 Schönbrunner Str. 236. bbox=[798, 502, 1154, 538]
